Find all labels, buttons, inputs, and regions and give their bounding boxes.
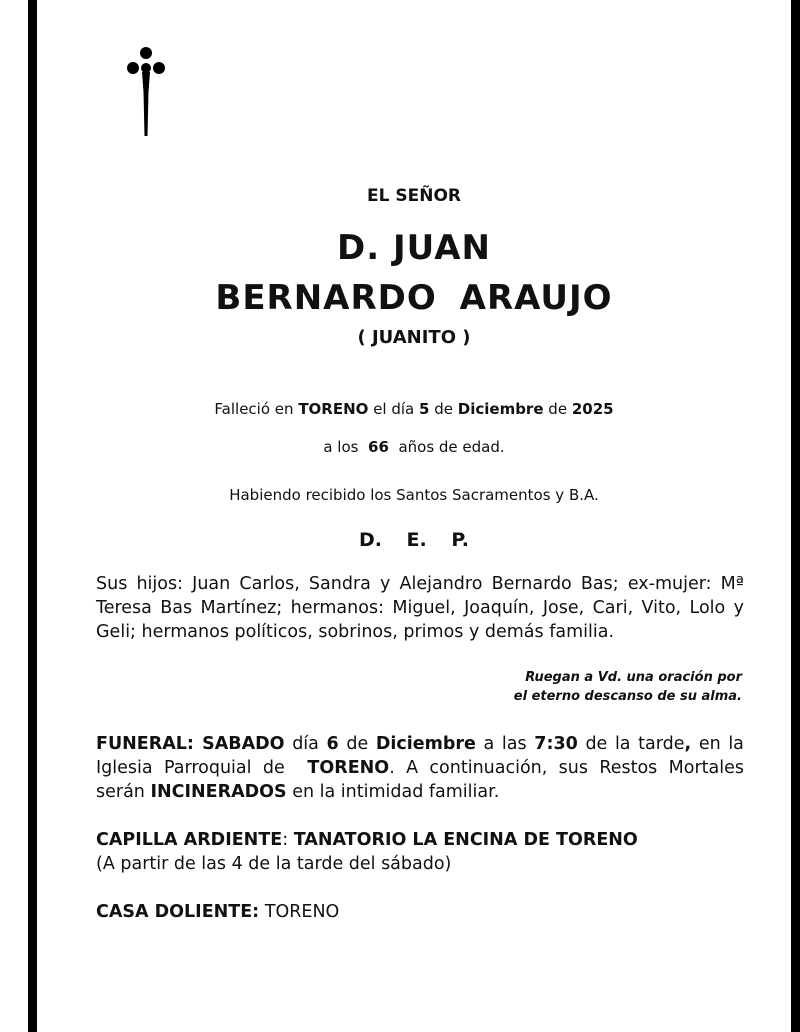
funeral-month: Diciembre <box>375 734 476 754</box>
funeral-label: FUNERAL: SABADO <box>96 734 285 754</box>
funeral-paragraph <box>96 732 744 804</box>
home-label: CASA DOLIENTE: <box>96 902 260 922</box>
home-place: TORENO <box>264 902 340 922</box>
funeral-text-4: de la tarde <box>585 734 685 754</box>
prayer-line-1: Ruegan a Vd. una oración por <box>525 670 742 685</box>
age-suffix: años de edad. <box>398 438 505 456</box>
home-paragraph <box>96 900 744 924</box>
cross-icon <box>122 44 170 136</box>
chapel-label: CAPILLA ARDIENTE <box>96 830 283 850</box>
chapel-paragraph <box>96 828 744 876</box>
dep-initials: D. E. P. <box>358 529 470 551</box>
funeral-text-5: en la Iglesia Parroquial de <box>96 734 744 778</box>
age-line <box>37 438 791 456</box>
left-border <box>28 0 37 1032</box>
right-border <box>791 0 800 1032</box>
death-place: TORENO <box>298 400 369 418</box>
death-prefix: Falleció en <box>214 400 294 418</box>
funeral-day: 6 <box>326 734 339 754</box>
deceased-name-line-1: D. JUAN <box>337 228 491 268</box>
sacraments-line: Habiendo recibido los Santos Sacramentos y B.A. <box>229 486 599 504</box>
funeral-text-6: . A continuación, sus Restos Mortales serán <box>96 758 744 802</box>
age-years: 66 <box>368 438 389 456</box>
death-of-1: de <box>434 400 453 418</box>
honorific: EL SEÑOR <box>367 186 461 206</box>
age-prefix: a los <box>323 438 359 456</box>
prayer-note <box>514 668 742 706</box>
family-paragraph: Sus hijos: Juan Carlos, Sandra y Alejandro Bernardo Bas; ex-mujer: Mª Teresa Bas Martínez; hermanos: Miguel, Joaquín, Jose, Cari, Vito, Lolo y Geli; hermanos políticos, sobrinos, primos y demás familia. <box>96 574 744 642</box>
chapel-separator: : <box>282 830 289 850</box>
nickname: ( JUANITO ) <box>357 327 471 348</box>
deceased-name-line-2: BERNARDO ARAUJO <box>215 278 613 318</box>
death-day-prefix: el día <box>373 400 415 418</box>
funeral-place: TORENO <box>307 758 390 778</box>
funeral-comma: , <box>684 734 692 754</box>
funeral-text-3: a las <box>483 734 527 754</box>
death-year: 2025 <box>571 400 614 418</box>
funeral-text-1: día <box>292 734 319 754</box>
funeral-action: INCINERADOS <box>150 782 287 802</box>
funeral-text-7: en la intimidad familiar. <box>292 782 500 802</box>
death-of-2: de <box>548 400 568 418</box>
funeral-text-2: de <box>346 734 369 754</box>
death-line <box>37 400 791 418</box>
death-month: Diciembre <box>457 400 544 418</box>
chapel-name: TANATORIO LA ENCINA DE TORENO <box>293 830 638 850</box>
funeral-time: 7:30 <box>534 734 578 754</box>
prayer-line-2: el eterno descanso de su alma. <box>513 689 742 704</box>
death-day: 5 <box>419 400 430 418</box>
chapel-note: (A partir de las 4 de la tarde del sábado) <box>96 854 452 874</box>
